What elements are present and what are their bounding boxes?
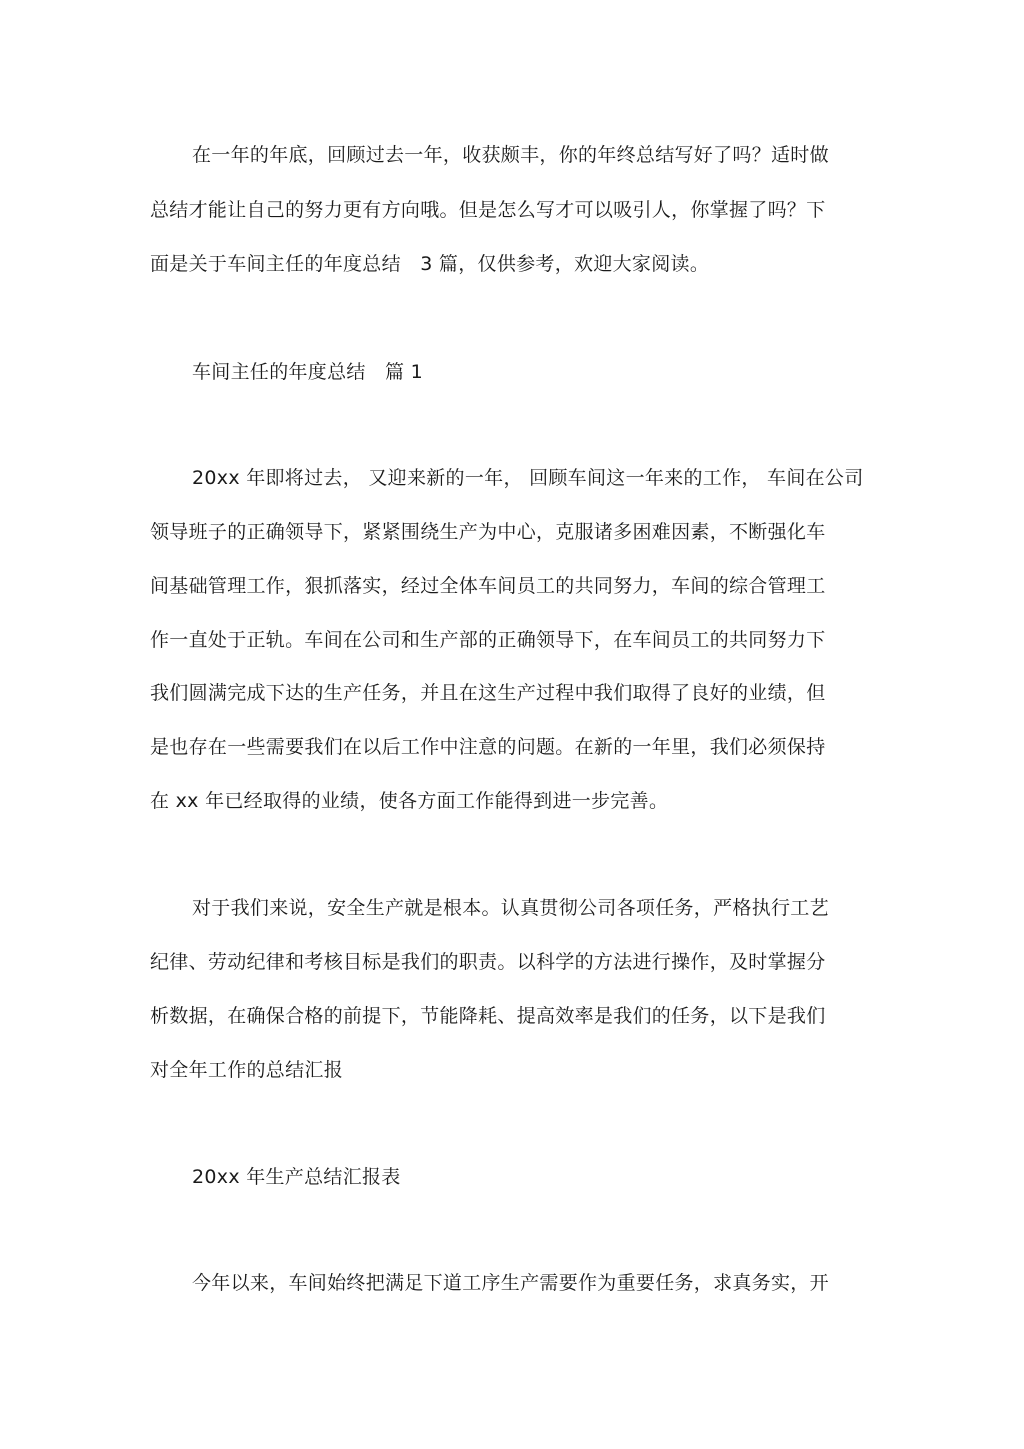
paragraph1-line-5: 我们圆满完成下达的生产任务，并且在这生产过程中我们取得了良好的业绩，但 [150,682,826,704]
paragraph1-line-6: 是也存在一些需要我们在以后工作中注意的问题。在新的一年里，我们必须保持 [150,736,826,758]
paragraph2-line-3: 析数据，在确保合格的前提下，节能降耗、提高效率是我们的任务，以下是我们 [150,1005,826,1027]
intro-line-2: 总结才能让自己的努力更有方向哦。但是怎么写才可以吸引人，你掌握了吗？下 [150,199,826,221]
intro-line-3: 面是关于车间主任的年度总结 3 篇，仅供参考，欢迎大家阅读。 [150,253,710,275]
paragraph2-line-2: 纪律、劳动纪律和考核目标是我们的职责。以科学的方法进行操作，及时掌握分 [150,951,826,973]
paragraph2-line-1: 对于我们来说，安全生产就是根本。认真贯彻公司各项任务，严格执行工艺 [192,897,829,919]
intro-line-1: 在一年的年底，回顾过去一年，收获颇丰，你的年终总结写好了吗？适时做 [192,144,829,166]
paragraph1-line-3: 间基础管理工作，狠抓落实，经过全体车间员工的共同努力，车间的综合管理工 [150,575,826,597]
paragraph3-line-1: 今年以来，车间始终把满足下道工序生产需要作为重要任务，求真务实，开 [192,1272,829,1294]
paragraph1-line-2: 领导班子的正确领导下，紧紧围绕生产为中心，克服诸多困难因素，不断强化车 [150,521,826,543]
section-title: 车间主任的年度总结 篇 1 [192,361,424,383]
paragraph2-line-4: 对全年工作的总结汇报 [150,1059,344,1081]
paragraph1-line-7: 在 xx 年已经取得的业绩，使各方面工作能得到进一步完善。 [150,790,669,812]
paragraph1-line-1: 20xx 年即将过去， 又迎来新的一年， 回顾车间这一年来的工作， 车间在公司 [192,467,864,489]
table-title: 20xx 年生产总结汇报表 [192,1166,401,1188]
paragraph1-line-4: 作一直处于正轨。车间在公司和生产部的正确领导下，在车间员工的共同努力下 [150,629,826,651]
